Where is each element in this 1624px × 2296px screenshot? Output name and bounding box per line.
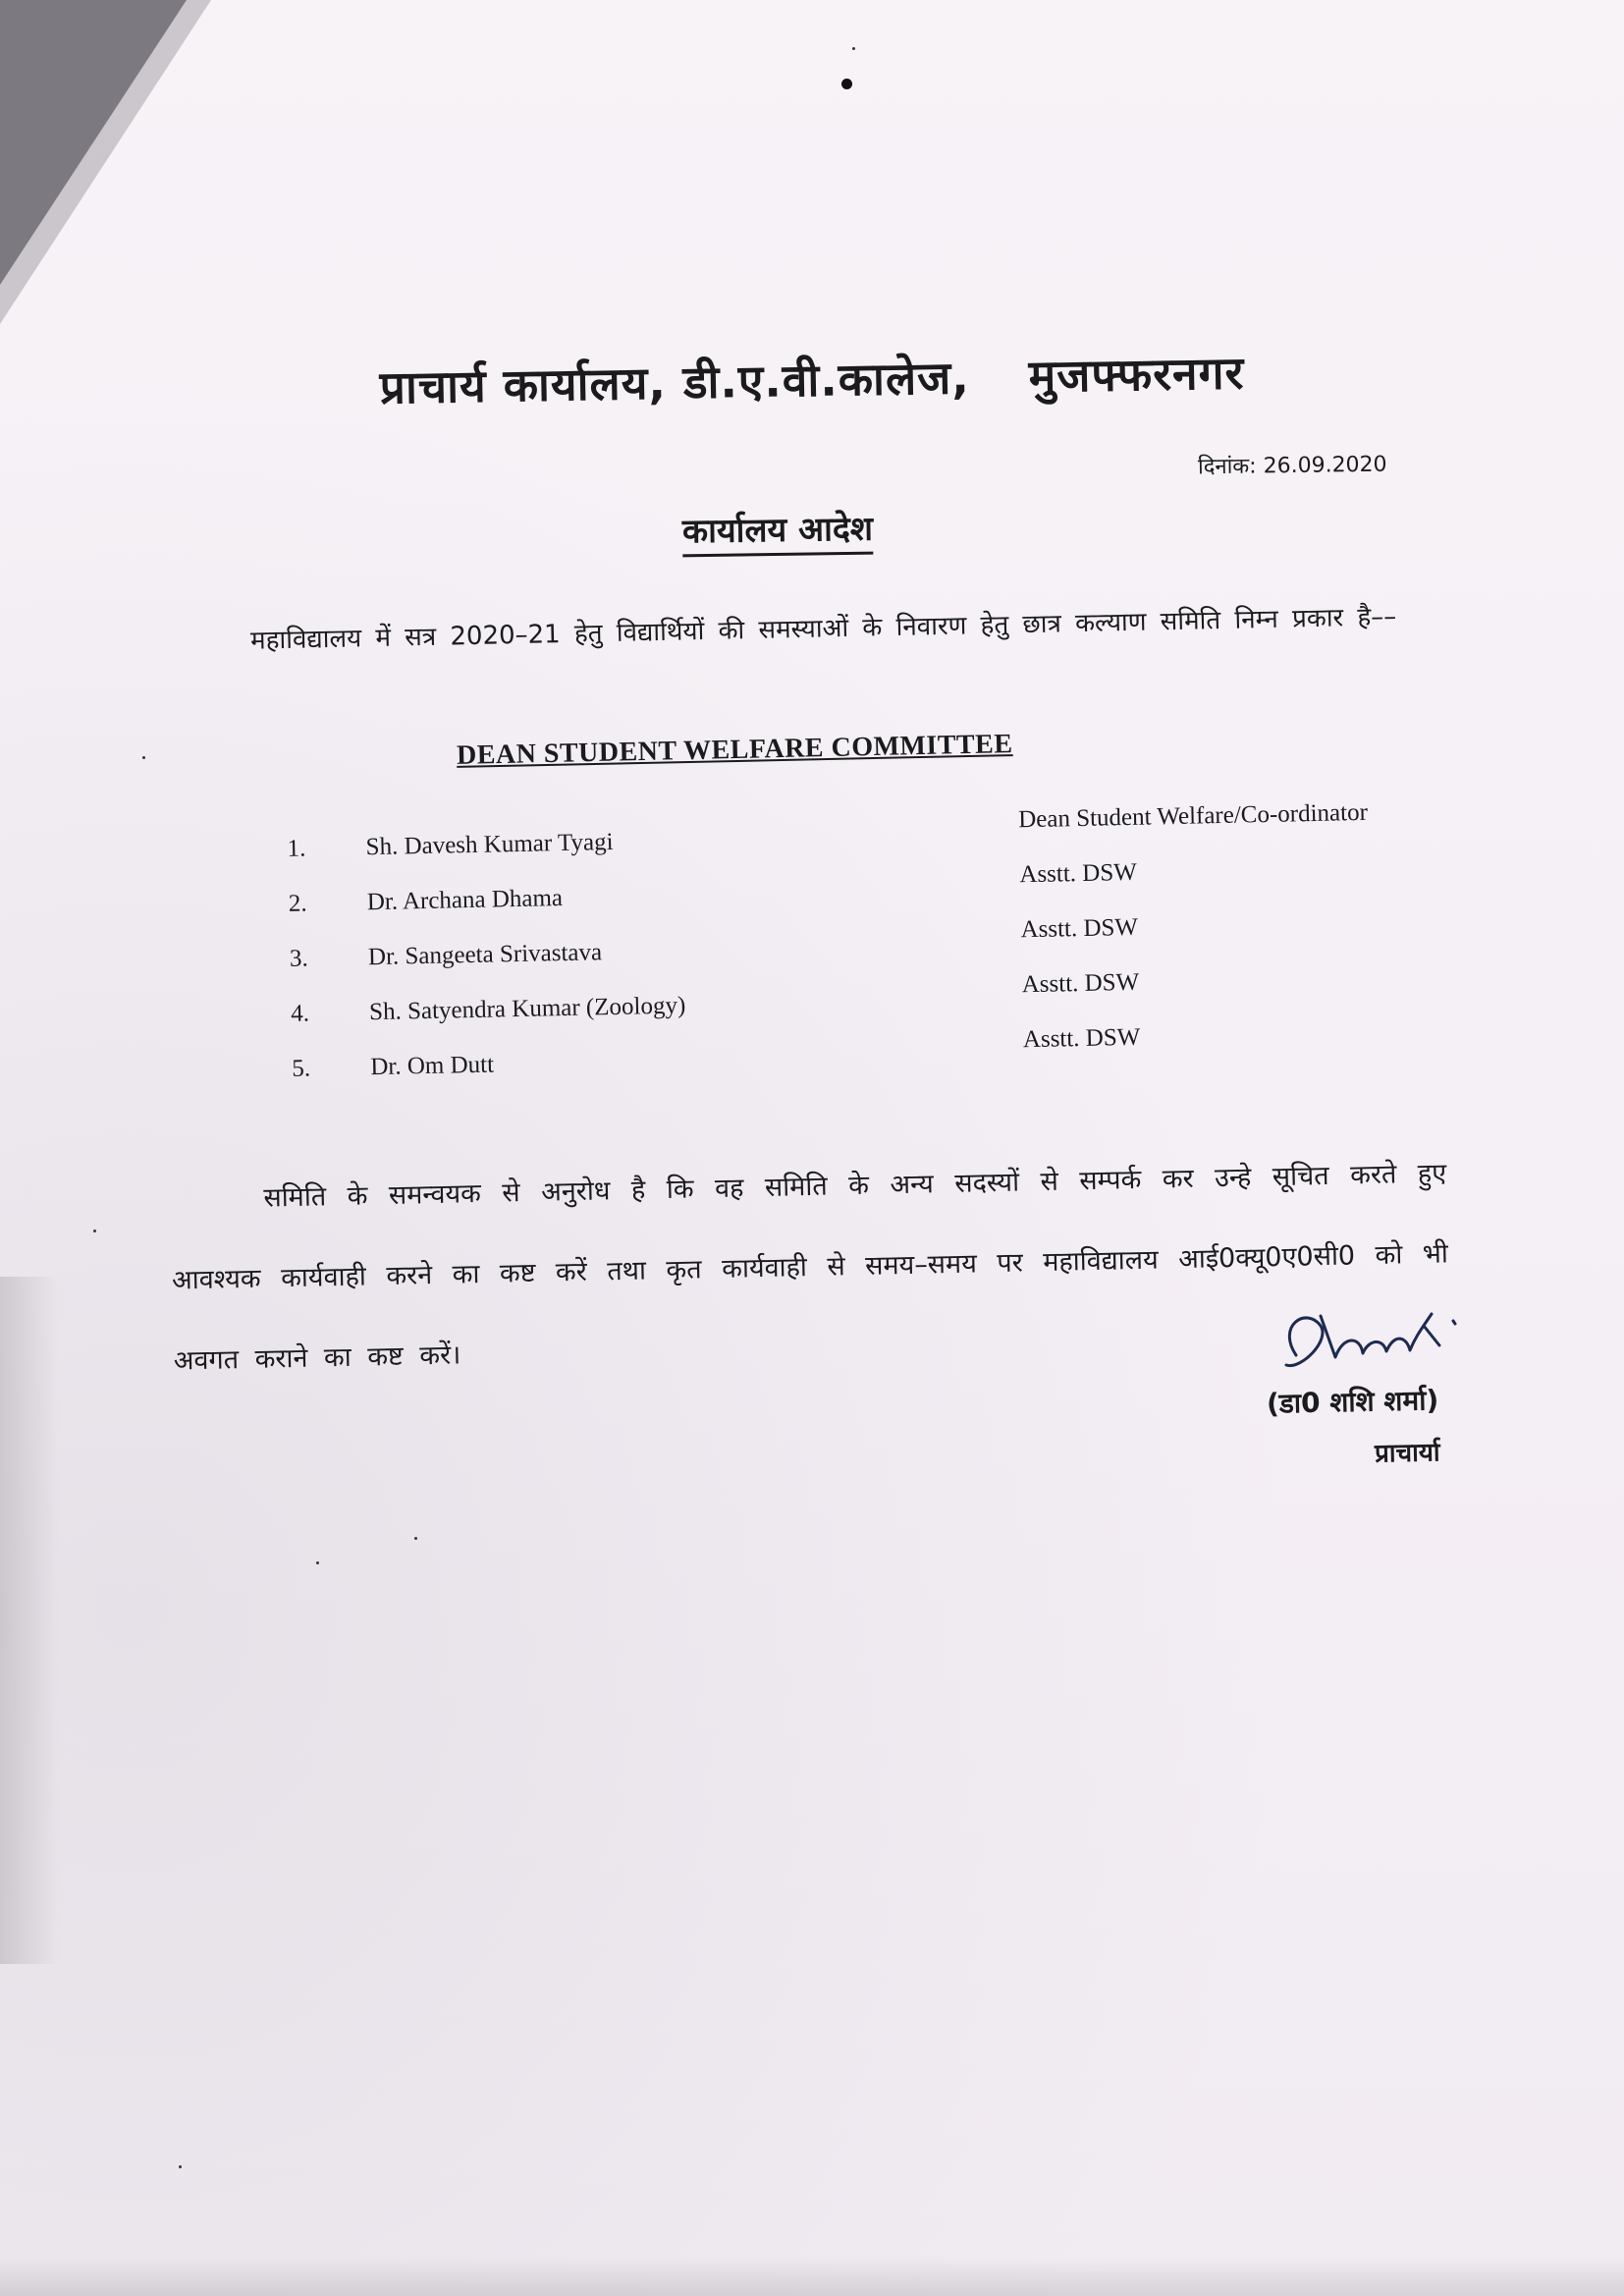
signatory-name: (डा0 शशि शर्मा) bbox=[1266, 1384, 1439, 1420]
speck bbox=[316, 1561, 319, 1564]
speck bbox=[852, 47, 855, 50]
speck bbox=[414, 1537, 417, 1540]
city-name: मुजफ्फरनगर bbox=[1028, 346, 1245, 404]
committee-title: DEAN STUDENT WELFARE COMMITTEE bbox=[456, 729, 1013, 771]
scan-left-shadow bbox=[0, 1277, 59, 1964]
member-name: Dr. Om Dutt bbox=[370, 1051, 495, 1081]
scan-corner-shadow bbox=[0, 0, 187, 285]
member-role: Asstt. DSW bbox=[1022, 1023, 1141, 1054]
date-value: 26.09.2020 bbox=[1263, 452, 1387, 479]
scan-bottom-shadow bbox=[0, 2257, 1624, 2296]
speck bbox=[142, 756, 145, 759]
signatory-designation: प्राचार्या bbox=[1374, 1438, 1440, 1469]
member-role: Dean Student Welfare/Co-ordinator bbox=[1017, 798, 1369, 834]
member-name: Sh. Davesh Kumar Tyagi bbox=[365, 828, 614, 861]
member-number: 3. bbox=[289, 945, 309, 972]
speck bbox=[93, 1230, 96, 1232]
committee-members-list bbox=[287, 798, 1500, 1103]
page-title bbox=[0, 335, 1624, 424]
member-name: Sh. Satyendra Kumar (Zoology) bbox=[368, 992, 686, 1026]
signature-image bbox=[1267, 1296, 1492, 1375]
title-gap bbox=[970, 392, 1029, 393]
intro-paragraph: महाविद्यालय में सत्र 2020–21 हेतु विद्यार्थियों की समस्याओं के निवारण हेतु छात्र कल्याण समिति निम्न प्रकार है–– bbox=[249, 602, 1397, 656]
member-name: Dr. Sangeeta Srivastava bbox=[367, 939, 603, 971]
member-role: Asstt. DSW bbox=[1021, 968, 1140, 999]
member-role: Asstt. DSW bbox=[1019, 858, 1138, 889]
punch-mark bbox=[841, 79, 852, 89]
date-label: दिनांक: bbox=[1197, 454, 1257, 480]
request-paragraph: समिति के समन्वयक से अनुरोध है कि वह समिति के अन्य सदस्यों से सम्पर्क कर उन्हे सूचित करते हुए आवश्यक कार्यवाही करने का कष्ट करें तथा कृत कार्यवाही से समय–समय पर महाविद्यालय आई0क्यू0ए0सी0 को भी अवगत कराने का कष्ट करें। bbox=[171, 1158, 1449, 1377]
member-name: Dr. Archana Dhama bbox=[366, 885, 564, 916]
order-title: कार्यालय आदेश bbox=[682, 505, 874, 558]
member-number: 2. bbox=[288, 890, 307, 917]
date-line bbox=[1198, 449, 1387, 481]
member-role: Asstt. DSW bbox=[1020, 913, 1139, 944]
member-number: 5. bbox=[292, 1055, 311, 1082]
member-number: 4. bbox=[290, 1000, 310, 1027]
speck bbox=[179, 2165, 182, 2168]
member-number: 1. bbox=[287, 835, 306, 862]
office-name: प्राचार्य कार्यालय, डी.ए.वी.कालेज, bbox=[379, 351, 971, 414]
